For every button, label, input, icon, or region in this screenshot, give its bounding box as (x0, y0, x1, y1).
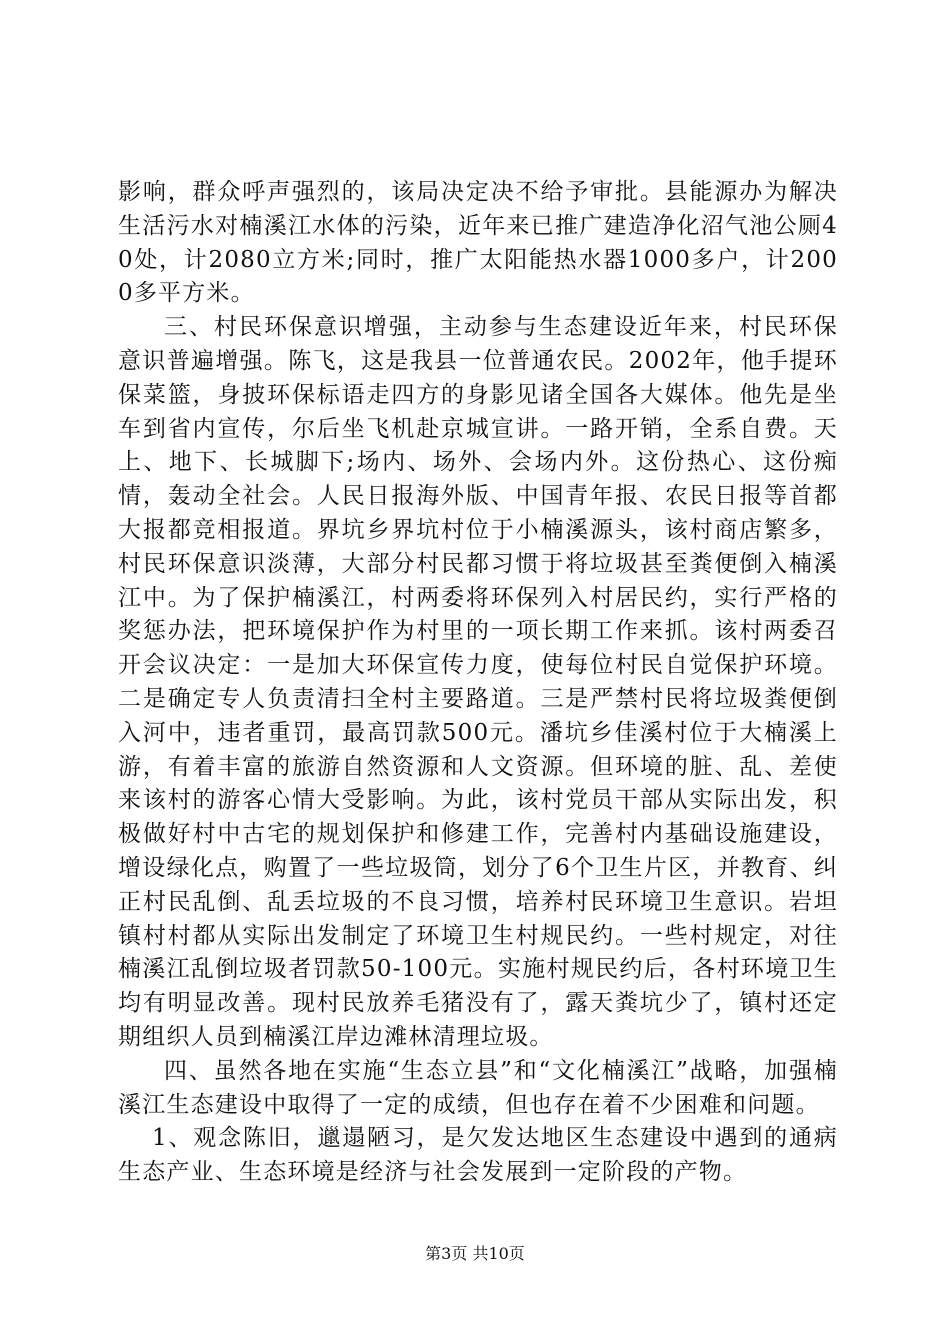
document-body (118, 176, 838, 1190)
paragraph-item-one: 1、观念陈旧，邋遢陋习，是欠发达地区生态建设中遇到的通病生态产业、生态环境是经济与社会发展到一定阶段的产物。 (118, 1125, 838, 1186)
page-number-footer: 第3页 共10页 (425, 1244, 525, 1263)
paragraph-section-three: 三、村民环保意识增强，主动参与生态建设近年来，村民环保意识普遍增强。陈飞，这是我县一位普通农民。2002年，他手提环保菜篮，身披环保标语走四方的身影见诸全国各大媒体。他先是坐车到省内宣传，尔后坐飞机赴京城宣讲。一路开销，全系自费。天上、地下、长城脚下;场内、场外、会场内外。这份热心、这份痴情，轰动全社会。人民日报海外版、中国青年报、农民日报等首都大报都竞相报道。界坑乡界坑村位于小楠溪源头，该村商店繁多，村民环保意识淡薄，大部分村民都习惯于将垃圾甚至粪便倒入楠溪江中。为了保护楠溪江，村两委将环保列入村居民约，实行严格的奖惩办法，把环境保护作为村里的一项长期工作来抓。该村两委召开会议决定：一是加大环保宣传力度，使每位村民自觉保护环境。二是确定专人负责清扫全村主要路道。三是严禁村民将垃圾粪便倒入河中，违者重罚，最高罚款500元。潘坑乡佳溪村位于大楠溪上游，有着丰富的旅游自然资源和人文资源。但环境的脏、乱、差使来该村的游客心情大受影响。为此，该村党员干部从实际出发，积极做好村中古宅的规划保护和修建工作，完善村内基础设施建设，增设绿化点，购置了一些垃圾筒，划分了6个卫生片区，并教育、纠正村民乱倒、乱丢垃圾的不良习惯，培养村民环境卫生意识。岩坦镇村村都从实际出发制定了环境卫生村规民约。一些村规定，对往楠溪江乱倒垃圾者罚款50-100元。实施村规民约后，各村环境卫生均有明显改善。现村民放养毛猪没有了，露天粪坑少了，镇村还定期组织人员到楠溪江岸边滩林清理垃圾。 (118, 314, 838, 1050)
paragraph-section-four: 四、虽然各地在实施“生态立县”和“文化楠溪江”战略，加强楠溪江生态建设中取得了一定的成绩，但也存在着不少困难和问题。 (118, 1057, 838, 1118)
paragraph-continued: 影响，群众呼声强烈的，该局决定决不给予审批。县能源办为解决生活污水对楠溪江水体的污染，近年来已推广建造净化沼气池公厕40处，计2080立方米;同时，推广太阳能热水器1000多户，计2000多平方米。 (118, 179, 838, 307)
